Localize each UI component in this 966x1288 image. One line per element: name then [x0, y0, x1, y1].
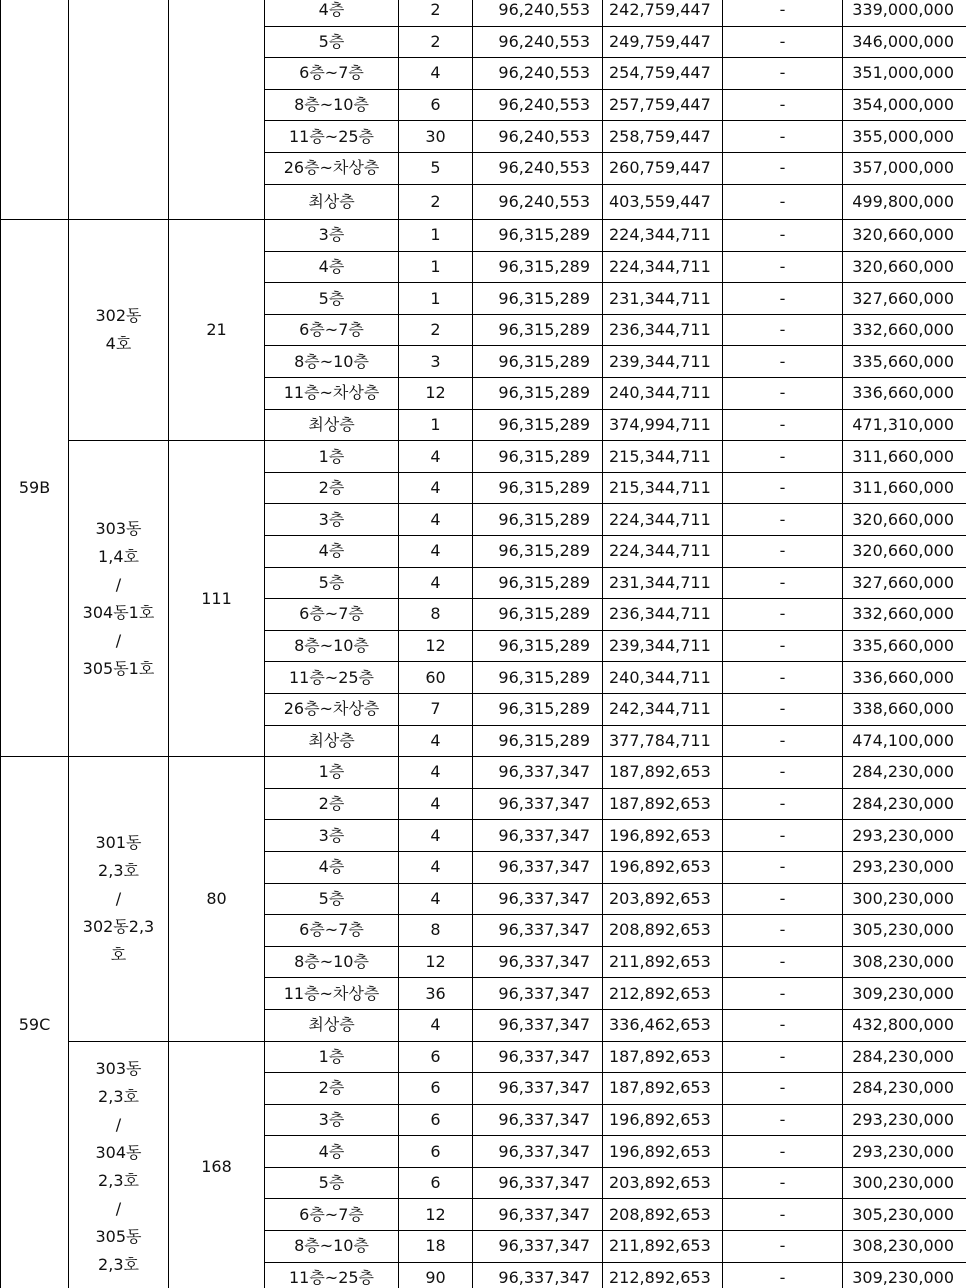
building-price-cell: 212,892,653 — [603, 1262, 723, 1288]
option-cell: - — [723, 283, 843, 315]
units-cell: 2 — [399, 0, 473, 26]
units-cell: 18 — [399, 1231, 473, 1263]
option-cell: - — [723, 314, 843, 346]
units-cell: 6 — [399, 89, 473, 121]
floor-cell: 26층~차상층 — [265, 152, 399, 184]
option-cell: - — [723, 152, 843, 184]
total-price-cell: 305,230,000 — [843, 1199, 966, 1231]
units-cell: 6 — [399, 1041, 473, 1073]
dong-line: 2,3호 — [98, 1087, 139, 1107]
total-price-cell: 471,310,000 — [843, 409, 966, 441]
total-price-cell: 309,230,000 — [843, 1262, 966, 1288]
total-price-cell: 293,230,000 — [843, 820, 966, 852]
total-price-cell: 320,660,000 — [843, 220, 966, 252]
units-cell: 8 — [399, 599, 473, 631]
land-price-cell: 96,337,347 — [473, 946, 603, 978]
land-price-cell: 96,337,347 — [473, 978, 603, 1010]
total-price-cell: 320,660,000 — [843, 536, 966, 568]
total-price-cell: 336,660,000 — [843, 378, 966, 410]
units-cell: 60 — [399, 662, 473, 694]
floor-cell: 3층 — [265, 220, 399, 252]
land-price-cell: 96,337,347 — [473, 1009, 603, 1041]
total-price-cell: 332,660,000 — [843, 599, 966, 631]
option-cell: - — [723, 883, 843, 915]
building-price-cell: 203,892,653 — [603, 883, 723, 915]
total-price-cell: 309,230,000 — [843, 978, 966, 1010]
total-price-cell: 308,230,000 — [843, 946, 966, 978]
building-price-cell: 377,784,711 — [603, 725, 723, 757]
building-price-cell: 231,344,711 — [603, 283, 723, 315]
building-price-cell: 215,344,711 — [603, 441, 723, 473]
floor-cell: 5층 — [265, 883, 399, 915]
units-cell: 4 — [399, 536, 473, 568]
dong-line: 4호 — [105, 334, 132, 354]
floor-cell: 5층 — [265, 26, 399, 58]
floor-cell: 6층~7층 — [265, 314, 399, 346]
land-price-cell: 96,240,553 — [473, 152, 603, 184]
option-cell: - — [723, 851, 843, 883]
units-cell: 4 — [399, 1009, 473, 1041]
dong-line: 303동 — [95, 1059, 142, 1079]
option-cell: - — [723, 251, 843, 283]
land-price-cell: 96,337,347 — [473, 1073, 603, 1105]
units-cell: 4 — [399, 58, 473, 90]
units-cell: 12 — [399, 378, 473, 410]
building-price-cell: 196,892,653 — [603, 820, 723, 852]
option-cell: - — [723, 820, 843, 852]
building-price-cell: 211,892,653 — [603, 1231, 723, 1263]
type-cell-continued — [1, 0, 69, 220]
building-price-cell: 240,344,711 — [603, 662, 723, 694]
units-cell: 4 — [399, 757, 473, 789]
dong-line: 호 — [110, 944, 127, 964]
units-cell: 4 — [399, 820, 473, 852]
dong-line: / — [115, 630, 122, 650]
option-cell: - — [723, 0, 843, 26]
units-cell: 12 — [399, 946, 473, 978]
total-price-cell: 327,660,000 — [843, 283, 966, 315]
floor-cell: 2층 — [265, 788, 399, 820]
land-price-cell: 96,315,289 — [473, 314, 603, 346]
dong-line: 304동 — [95, 1143, 142, 1163]
land-price-cell: 96,337,347 — [473, 757, 603, 789]
floor-cell: 5층 — [265, 1167, 399, 1199]
units-cell: 7 — [399, 693, 473, 725]
floor-cell: 1층 — [265, 1041, 399, 1073]
building-price-cell: 208,892,653 — [603, 1199, 723, 1231]
total-price-cell: 432,800,000 — [843, 1009, 966, 1041]
dong-cell-continued — [69, 0, 169, 220]
units-cell: 2 — [399, 26, 473, 58]
option-cell: - — [723, 1199, 843, 1231]
land-price-cell: 96,315,289 — [473, 378, 603, 410]
floor-cell: 1층 — [265, 441, 399, 473]
floor-cell: 6층~7층 — [265, 58, 399, 90]
land-price-cell: 96,315,289 — [473, 599, 603, 631]
floor-cell: 8층~10층 — [265, 89, 399, 121]
option-cell: - — [723, 1073, 843, 1105]
total-price-cell: 335,660,000 — [843, 630, 966, 662]
building-price-cell: 336,462,653 — [603, 1009, 723, 1041]
floor-cell: 11층~25층 — [265, 121, 399, 153]
total-price-cell: 311,660,000 — [843, 472, 966, 504]
dong-line: / — [115, 888, 122, 908]
total-price-cell: 338,660,000 — [843, 693, 966, 725]
option-cell: - — [723, 472, 843, 504]
floor-cell: 4층 — [265, 0, 399, 26]
floor-cell: 5층 — [265, 567, 399, 599]
land-price-cell: 96,337,347 — [473, 915, 603, 947]
total-price-cell: 474,100,000 — [843, 725, 966, 757]
option-cell: - — [723, 662, 843, 694]
dong-line: / — [115, 574, 122, 594]
units-cell: 1 — [399, 251, 473, 283]
table-row — [1, 441, 966, 473]
units-cell: 30 — [399, 121, 473, 153]
units-cell: 36 — [399, 978, 473, 1010]
land-price-cell: 96,337,347 — [473, 1136, 603, 1168]
units-cell: 90 — [399, 1262, 473, 1288]
land-price-cell: 96,315,289 — [473, 251, 603, 283]
type-cell: 59C — [1, 757, 69, 1288]
total-price-cell: 284,230,000 — [843, 1073, 966, 1105]
floor-cell: 4층 — [265, 536, 399, 568]
land-price-cell: 96,337,347 — [473, 883, 603, 915]
floor-cell: 5층 — [265, 283, 399, 315]
units-cell: 2 — [399, 184, 473, 220]
total-price-cell: 284,230,000 — [843, 757, 966, 789]
floor-cell: 4층 — [265, 851, 399, 883]
table-row — [1, 1041, 966, 1073]
dong-line: / — [115, 1199, 122, 1219]
option-cell: - — [723, 441, 843, 473]
land-price-cell: 96,337,347 — [473, 1041, 603, 1073]
land-price-cell: 96,240,553 — [473, 0, 603, 26]
land-price-cell: 96,315,289 — [473, 662, 603, 694]
units-cell: 2 — [399, 314, 473, 346]
floor-cell: 11층~차상층 — [265, 378, 399, 410]
floor-cell: 6층~7층 — [265, 1199, 399, 1231]
units-cell: 12 — [399, 630, 473, 662]
building-price-cell: 187,892,653 — [603, 1041, 723, 1073]
land-price-cell: 96,337,347 — [473, 788, 603, 820]
floor-cell: 최상층 — [265, 409, 399, 441]
building-price-cell: 257,759,447 — [603, 89, 723, 121]
building-price-cell: 240,344,711 — [603, 378, 723, 410]
dong-line: 302동 — [95, 306, 142, 326]
building-price-cell: 187,892,653 — [603, 1073, 723, 1105]
units-cell: 4 — [399, 441, 473, 473]
option-cell: - — [723, 1009, 843, 1041]
land-price-cell: 96,315,289 — [473, 630, 603, 662]
floor-cell: 11층~25층 — [265, 1262, 399, 1288]
total-price-cell: 332,660,000 — [843, 314, 966, 346]
floor-cell: 4층 — [265, 251, 399, 283]
option-cell: - — [723, 1136, 843, 1168]
building-price-cell: 203,892,653 — [603, 1167, 723, 1199]
land-price-cell: 96,315,289 — [473, 693, 603, 725]
land-price-cell: 96,315,289 — [473, 283, 603, 315]
total-price-cell: 293,230,000 — [843, 1104, 966, 1136]
units-cell: 6 — [399, 1136, 473, 1168]
floor-cell: 8층~10층 — [265, 346, 399, 378]
floor-cell: 6층~7층 — [265, 599, 399, 631]
option-cell: - — [723, 946, 843, 978]
units-cell: 5 — [399, 152, 473, 184]
option-cell: - — [723, 567, 843, 599]
floor-cell: 6층~7층 — [265, 915, 399, 947]
price-table-body — [1, 0, 966, 1288]
building-price-cell: 249,759,447 — [603, 26, 723, 58]
dong-cell — [69, 757, 169, 1041]
building-price-cell: 224,344,711 — [603, 251, 723, 283]
option-cell: - — [723, 346, 843, 378]
option-cell: - — [723, 121, 843, 153]
option-cell: - — [723, 693, 843, 725]
dong-line: 2,3호 — [98, 860, 139, 880]
building-price-cell: 212,892,653 — [603, 978, 723, 1010]
floor-cell: 3층 — [265, 504, 399, 536]
total-price-cell: 305,230,000 — [843, 915, 966, 947]
land-price-cell: 96,240,553 — [473, 58, 603, 90]
total-price-cell: 300,230,000 — [843, 883, 966, 915]
units-cell: 6 — [399, 1073, 473, 1105]
option-cell: - — [723, 1041, 843, 1073]
count-cell: 80 — [169, 757, 265, 1041]
floor-cell: 최상층 — [265, 1009, 399, 1041]
land-price-cell: 96,315,289 — [473, 536, 603, 568]
building-price-cell: 224,344,711 — [603, 220, 723, 252]
dong-line: 302동2,3 — [82, 916, 155, 936]
dong-line: 2,3호 — [98, 1255, 139, 1275]
option-cell: - — [723, 1167, 843, 1199]
building-price-cell: 231,344,711 — [603, 567, 723, 599]
building-price-cell: 374,994,711 — [603, 409, 723, 441]
total-price-cell: 354,000,000 — [843, 89, 966, 121]
dong-line: / — [115, 1115, 122, 1135]
total-price-cell: 284,230,000 — [843, 788, 966, 820]
building-price-cell: 215,344,711 — [603, 472, 723, 504]
table-row — [1, 0, 966, 26]
count-cell: 21 — [169, 220, 265, 441]
building-price-cell: 254,759,447 — [603, 58, 723, 90]
land-price-cell: 96,315,289 — [473, 220, 603, 252]
floor-cell: 2층 — [265, 472, 399, 504]
land-price-cell: 96,315,289 — [473, 567, 603, 599]
land-price-cell: 96,315,289 — [473, 472, 603, 504]
type-cell: 59B — [1, 220, 69, 757]
total-price-cell: 284,230,000 — [843, 1041, 966, 1073]
count-cell: 111 — [169, 441, 265, 757]
count-cell-continued — [169, 0, 265, 220]
building-price-cell: 260,759,447 — [603, 152, 723, 184]
total-price-cell: 300,230,000 — [843, 1167, 966, 1199]
option-cell: - — [723, 378, 843, 410]
option-cell: - — [723, 504, 843, 536]
land-price-cell: 96,315,289 — [473, 441, 603, 473]
total-price-cell: 293,230,000 — [843, 1136, 966, 1168]
dong-line: 304동1호 — [82, 602, 155, 622]
option-cell: - — [723, 409, 843, 441]
total-price-cell: 346,000,000 — [843, 26, 966, 58]
land-price-cell: 96,240,553 — [473, 89, 603, 121]
units-cell: 4 — [399, 788, 473, 820]
floor-cell: 8층~10층 — [265, 1231, 399, 1263]
floor-cell: 3층 — [265, 820, 399, 852]
total-price-cell: 499,800,000 — [843, 184, 966, 220]
units-cell: 4 — [399, 883, 473, 915]
building-price-cell: 258,759,447 — [603, 121, 723, 153]
option-cell: - — [723, 757, 843, 789]
total-price-cell: 320,660,000 — [843, 504, 966, 536]
units-cell: 1 — [399, 409, 473, 441]
units-cell: 4 — [399, 504, 473, 536]
floor-cell: 8층~10층 — [265, 946, 399, 978]
count-cell: 168 — [169, 1041, 265, 1288]
land-price-cell: 96,240,553 — [473, 26, 603, 58]
land-price-cell: 96,240,553 — [473, 184, 603, 220]
units-cell: 1 — [399, 283, 473, 315]
total-price-cell: 336,660,000 — [843, 662, 966, 694]
floor-cell: 최상층 — [265, 184, 399, 220]
dong-line: 301동 — [95, 832, 142, 852]
table-row — [1, 220, 966, 252]
option-cell: - — [723, 1104, 843, 1136]
building-price-cell: 403,559,447 — [603, 184, 723, 220]
total-price-cell: 327,660,000 — [843, 567, 966, 599]
option-cell: - — [723, 915, 843, 947]
floor-cell: 11층~차상층 — [265, 978, 399, 1010]
floor-cell: 최상층 — [265, 725, 399, 757]
land-price-cell: 96,337,347 — [473, 851, 603, 883]
total-price-cell: 357,000,000 — [843, 152, 966, 184]
building-price-cell: 236,344,711 — [603, 599, 723, 631]
dong-line: 303동 — [95, 518, 142, 538]
building-price-cell: 224,344,711 — [603, 536, 723, 568]
floor-cell: 1층 — [265, 757, 399, 789]
units-cell: 12 — [399, 1199, 473, 1231]
land-price-cell: 96,240,553 — [473, 121, 603, 153]
land-price-cell: 96,337,347 — [473, 1231, 603, 1263]
option-cell: - — [723, 725, 843, 757]
table-row — [1, 757, 966, 789]
units-cell: 3 — [399, 346, 473, 378]
land-price-cell: 96,337,347 — [473, 1199, 603, 1231]
units-cell: 6 — [399, 1167, 473, 1199]
units-cell: 4 — [399, 725, 473, 757]
total-price-cell: 339,000,000 — [843, 0, 966, 26]
building-price-cell: 208,892,653 — [603, 915, 723, 947]
option-cell: - — [723, 536, 843, 568]
total-price-cell: 351,000,000 — [843, 58, 966, 90]
units-cell: 4 — [399, 851, 473, 883]
total-price-cell: 355,000,000 — [843, 121, 966, 153]
land-price-cell: 96,337,347 — [473, 1104, 603, 1136]
building-price-cell: 196,892,653 — [603, 1136, 723, 1168]
dong-line: 305동 — [95, 1227, 142, 1247]
land-price-cell: 96,337,347 — [473, 820, 603, 852]
land-price-cell: 96,315,289 — [473, 346, 603, 378]
land-price-cell: 96,337,347 — [473, 1167, 603, 1199]
building-price-cell: 239,344,711 — [603, 630, 723, 662]
total-price-cell: 320,660,000 — [843, 251, 966, 283]
total-price-cell: 308,230,000 — [843, 1231, 966, 1263]
building-price-cell: 196,892,653 — [603, 1104, 723, 1136]
option-cell: - — [723, 1262, 843, 1288]
floor-cell: 11층~25층 — [265, 662, 399, 694]
building-price-cell: 224,344,711 — [603, 504, 723, 536]
building-price-cell: 239,344,711 — [603, 346, 723, 378]
total-price-cell: 293,230,000 — [843, 851, 966, 883]
option-cell: - — [723, 89, 843, 121]
building-price-cell: 242,344,711 — [603, 693, 723, 725]
total-price-cell: 311,660,000 — [843, 441, 966, 473]
building-price-cell: 236,344,711 — [603, 314, 723, 346]
floor-cell: 2층 — [265, 1073, 399, 1105]
dong-line: 1,4호 — [98, 546, 139, 566]
option-cell: - — [723, 978, 843, 1010]
option-cell: - — [723, 1231, 843, 1263]
floor-cell: 26층~차상층 — [265, 693, 399, 725]
option-cell: - — [723, 630, 843, 662]
units-cell: 6 — [399, 1104, 473, 1136]
option-cell: - — [723, 220, 843, 252]
building-price-cell: 196,892,653 — [603, 851, 723, 883]
dong-line: 305동1호 — [82, 658, 155, 678]
building-price-cell: 211,892,653 — [603, 946, 723, 978]
floor-cell: 3층 — [265, 1104, 399, 1136]
building-price-cell: 187,892,653 — [603, 757, 723, 789]
units-cell: 8 — [399, 915, 473, 947]
dong-line: 2,3호 — [98, 1171, 139, 1191]
option-cell: - — [723, 26, 843, 58]
building-price-cell: 242,759,447 — [603, 0, 723, 26]
option-cell: - — [723, 184, 843, 220]
total-price-cell: 335,660,000 — [843, 346, 966, 378]
units-cell: 4 — [399, 567, 473, 599]
units-cell: 1 — [399, 220, 473, 252]
floor-cell: 8층~10층 — [265, 630, 399, 662]
floor-cell: 4층 — [265, 1136, 399, 1168]
dong-cell — [69, 1041, 169, 1288]
land-price-cell: 96,315,289 — [473, 409, 603, 441]
land-price-cell: 96,337,347 — [473, 1262, 603, 1288]
land-price-cell: 96,315,289 — [473, 725, 603, 757]
option-cell: - — [723, 58, 843, 90]
option-cell: - — [723, 788, 843, 820]
option-cell: - — [723, 599, 843, 631]
land-price-cell: 96,315,289 — [473, 504, 603, 536]
units-cell: 4 — [399, 472, 473, 504]
dong-cell — [69, 220, 169, 441]
dong-cell — [69, 441, 169, 757]
building-price-cell: 187,892,653 — [603, 788, 723, 820]
